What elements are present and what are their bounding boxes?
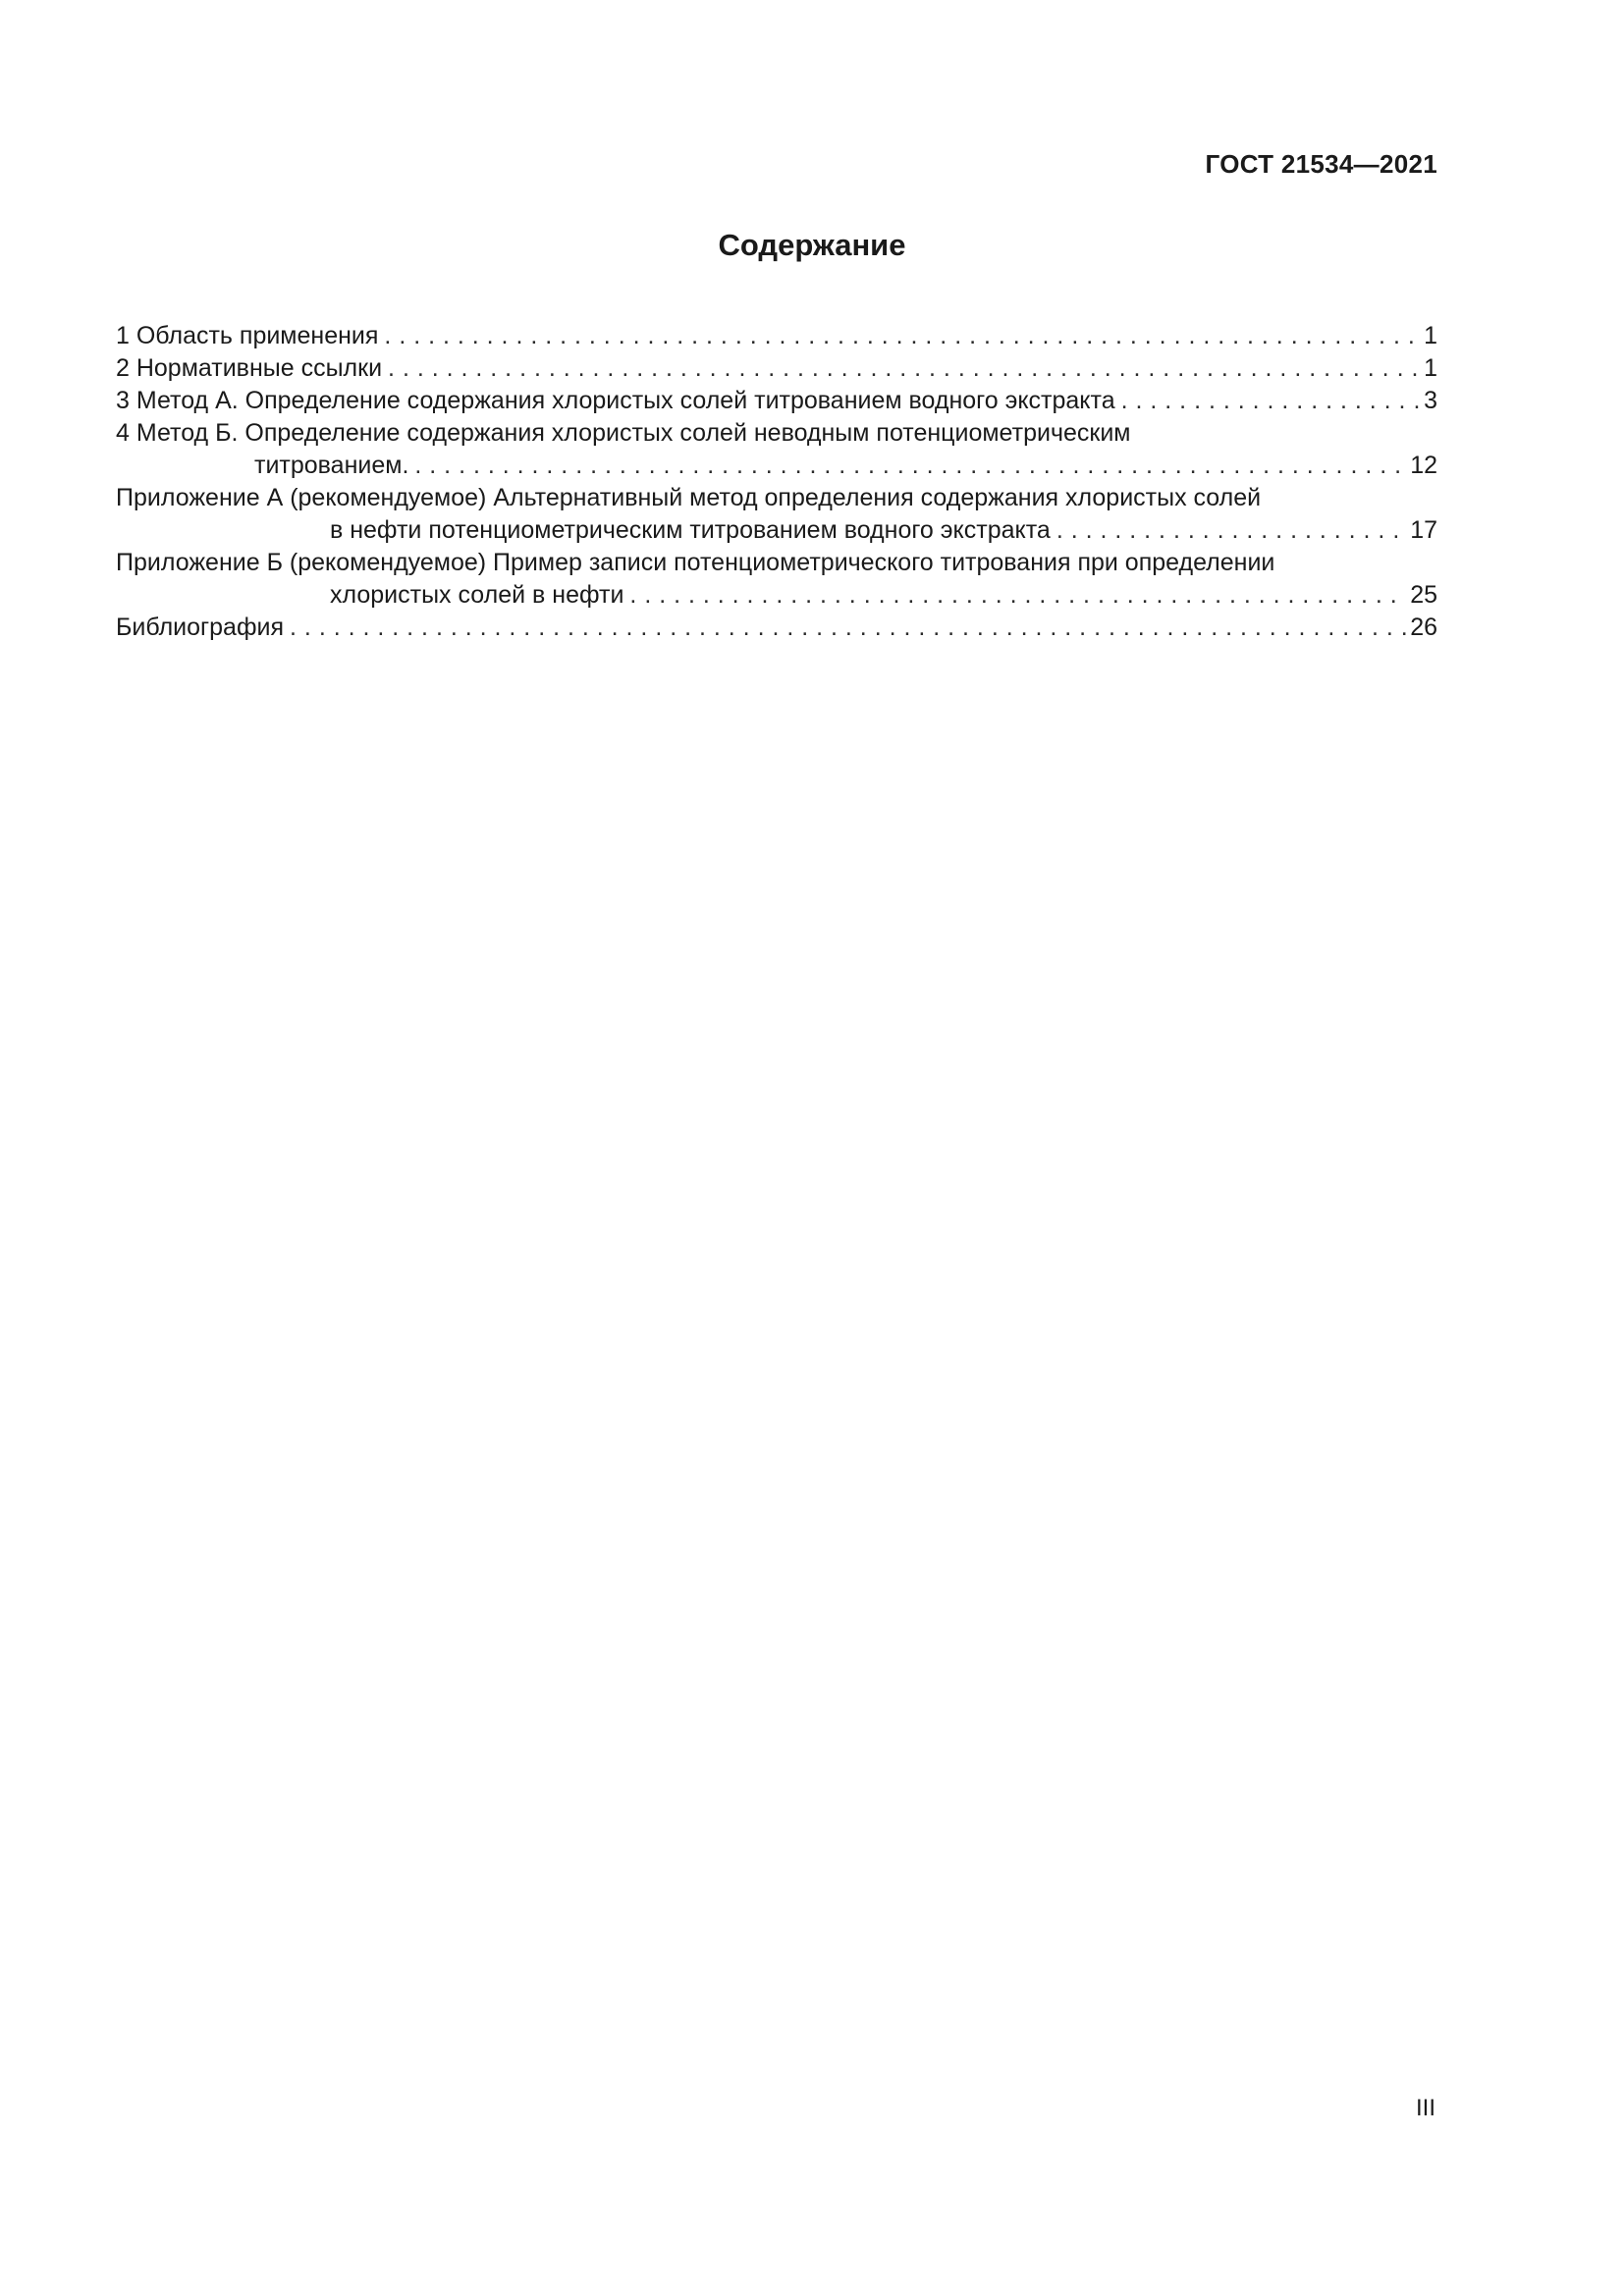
toc-title: Содержание (718, 228, 906, 262)
toc-page-number: 1 (1424, 322, 1437, 349)
toc-entry-label: 2 Нормативные ссылки (116, 354, 383, 382)
toc-entry-label-continuation: в нефти потенциометрическим титрованием водного экстракта (330, 516, 1051, 544)
toc-entry-method-a[interactable] (116, 385, 1437, 417)
toc-entry-appendix-b[interactable] (116, 547, 1437, 612)
dot-leader (1121, 385, 1420, 417)
toc-page-number: 26 (1410, 614, 1437, 641)
toc-entry-label: 3 Метод А. Определение содержания хлористых солей титрованием водного экстракта (116, 387, 1115, 414)
toc-entry-label-continuation: титрованием. (254, 452, 409, 479)
dot-leader (388, 352, 1420, 385)
toc-page-number: 12 (1410, 452, 1437, 479)
page-number: III (1415, 2095, 1435, 2121)
toc-page-number: 25 (1410, 581, 1437, 609)
toc-entry-label: 4 Метод Б. Определение содержания хлористых солей неводным потенциометрическим (116, 419, 1131, 447)
toc-entry-label: Библиография (116, 614, 285, 641)
toc-entry-label: 1 Область применения (116, 322, 379, 349)
toc-entry-appendix-a[interactable] (116, 482, 1437, 547)
dot-leader (414, 450, 1406, 482)
dot-leader (290, 612, 1406, 644)
toc-page-number: 3 (1424, 387, 1437, 414)
toc-entry-label: Приложение А (рекомендуемое) Альтернативный метод определения содержания хлористых солей (116, 484, 1262, 511)
dot-leader (629, 579, 1406, 612)
toc-entry-label-continuation: хлористых солей в нефти (330, 581, 624, 609)
toc-entry-bibliography[interactable] (116, 612, 1437, 644)
toc-entry-scope[interactable] (116, 320, 1437, 352)
toc-entry-normative-references[interactable] (116, 352, 1437, 385)
toc-entry-label: Приложение Б (рекомендуемое) Пример записи потенциометрического титрования при определении (116, 549, 1275, 576)
dot-leader (384, 320, 1420, 352)
toc-page-number: 1 (1424, 354, 1437, 382)
dot-leader (1056, 514, 1406, 547)
document-code: ГОСТ 21534—2021 (1205, 149, 1437, 179)
toc-entry-method-b[interactable] (116, 417, 1437, 482)
toc-page-number: 17 (1410, 516, 1437, 544)
table-of-contents (116, 320, 1437, 644)
